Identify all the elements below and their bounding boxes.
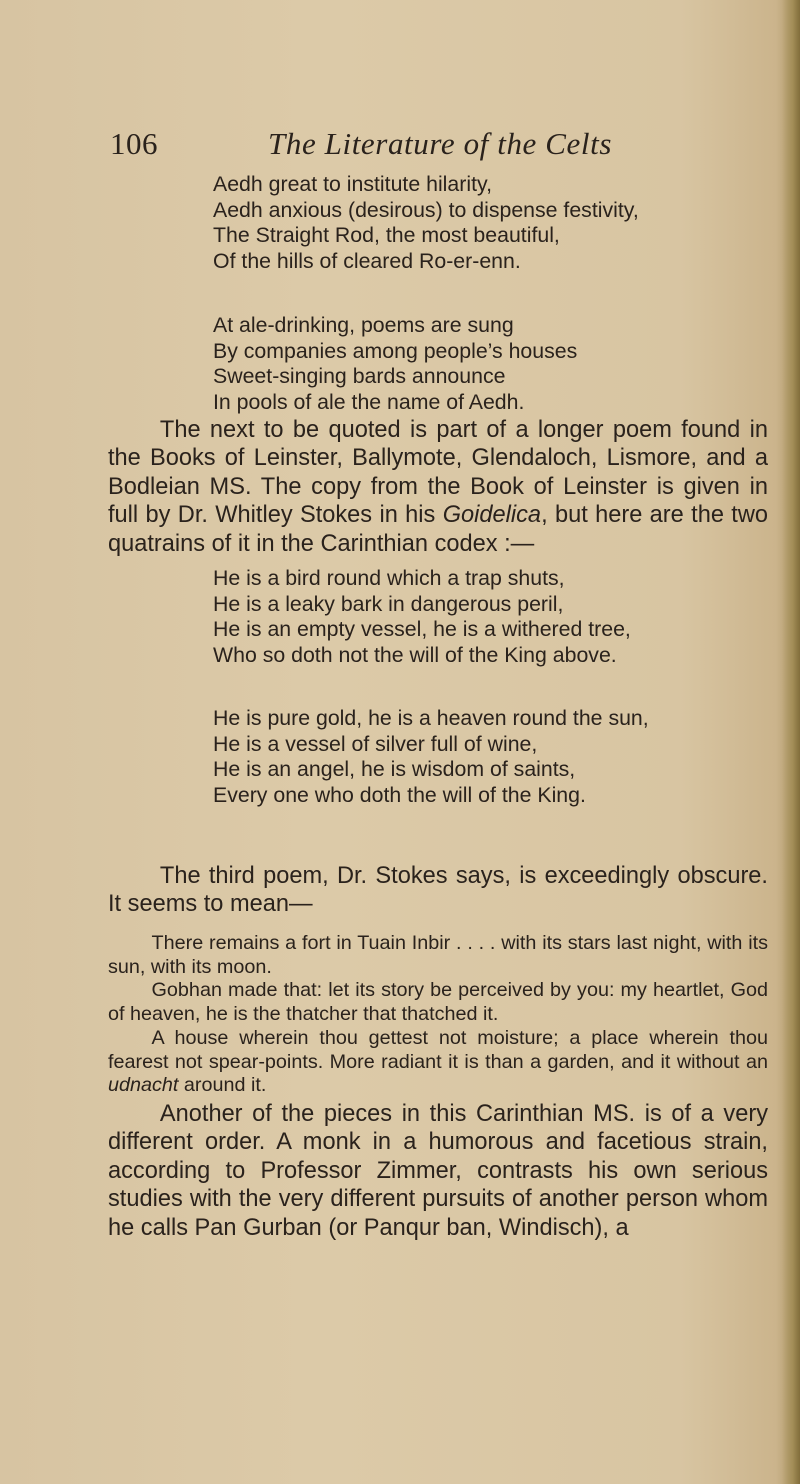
- verse-line: He is an angel, he is wisdom of saints,: [213, 757, 576, 781]
- prose-translation: [108, 932, 768, 1098]
- verse-line: He is an empty vessel, he is a withered tree,: [213, 617, 631, 641]
- verse-line: Of the hills of cleared Ro-er-enn.: [213, 248, 521, 273]
- verse-line: He is a leaky bark in dangerous peril,: [213, 591, 564, 616]
- page-header: [110, 126, 750, 166]
- prose-text: A house wherein thou gettest not moisture; a place wherein thou fearest not spear-points. More radiant it is than a garden, and it without an: [108, 1026, 768, 1073]
- paragraph-next-poem: [108, 416, 768, 558]
- verse-line: By companies among people’s houses: [213, 338, 578, 363]
- verse-line: Sweet-singing bards announce: [213, 364, 506, 388]
- running-title: The Literature of the Celts: [268, 126, 612, 161]
- prose-paragraph: There remains a fort in Tuain Inbir . . . . with its stars last night, with its sun, with its moon.: [108, 932, 768, 978]
- page-edge-shadow: [782, 0, 800, 1484]
- verse-line: Who so doth not the will of the King above.: [213, 642, 617, 667]
- prose-text: around it.: [178, 1074, 267, 1097]
- page-number: 106: [110, 126, 158, 161]
- verse-line: He is a vessel of silver full of wine,: [213, 731, 538, 756]
- paragraph-text: The third poem, Dr. Stokes says, is exceedingly obscure. It seems to mean—: [108, 863, 768, 918]
- italic-title: Goidelica: [442, 502, 542, 529]
- paragraph-text: Another of the pieces in this Carinthian MS. is of a very different order. A monk in a humorous and facetious strain, according to Professor Zimmer, contrasts his own serious studies with the very different pursuits of another person whom he calls Pan Gurban (or Panqur ban, Windisch), a: [108, 1101, 768, 1241]
- verse-stanza-2: [213, 313, 577, 415]
- paragraph-text: The next to be quoted is part of a longer poem found in the Books of Leinster, Ballymote, Glendaloch, Lismore, and a Bodleian MS. The copy from the Book of Leinster is given in full by Dr. Whitley Stokes in his: [108, 417, 768, 529]
- verse-line: Every one who doth the will of the King.: [213, 782, 586, 807]
- paragraph-another-piece: [108, 1100, 768, 1242]
- verse-stanza-3: [213, 566, 631, 668]
- paragraph-text: , but here are the two quatrains of it in the Carinthian codex :—: [108, 502, 768, 557]
- italic-term: udnacht: [108, 1074, 179, 1097]
- verse-stanza-4: [213, 706, 649, 808]
- verse-line: Aedh great to institute hilarity,: [213, 172, 492, 196]
- verse-line: Aedh anxious (desirous) to dispense festivity,: [213, 197, 639, 222]
- paragraph-third-poem: [108, 862, 768, 919]
- verse-stanza-1: [213, 172, 639, 274]
- verse-line: In pools of ale the name of Aedh.: [213, 389, 525, 414]
- verse-line: At ale-drinking, poems are sung: [213, 313, 514, 337]
- prose-paragraph: Gobhan made that: let its story be perceived by you: my heartlet, God of heaven, he is the thatcher that thatched it.: [108, 979, 768, 1026]
- verse-line: He is a bird round which a trap shuts,: [213, 566, 565, 590]
- verse-line: The Straight Rod, the most beautiful,: [213, 223, 560, 247]
- verse-line: He is pure gold, he is a heaven round the sun,: [213, 706, 649, 730]
